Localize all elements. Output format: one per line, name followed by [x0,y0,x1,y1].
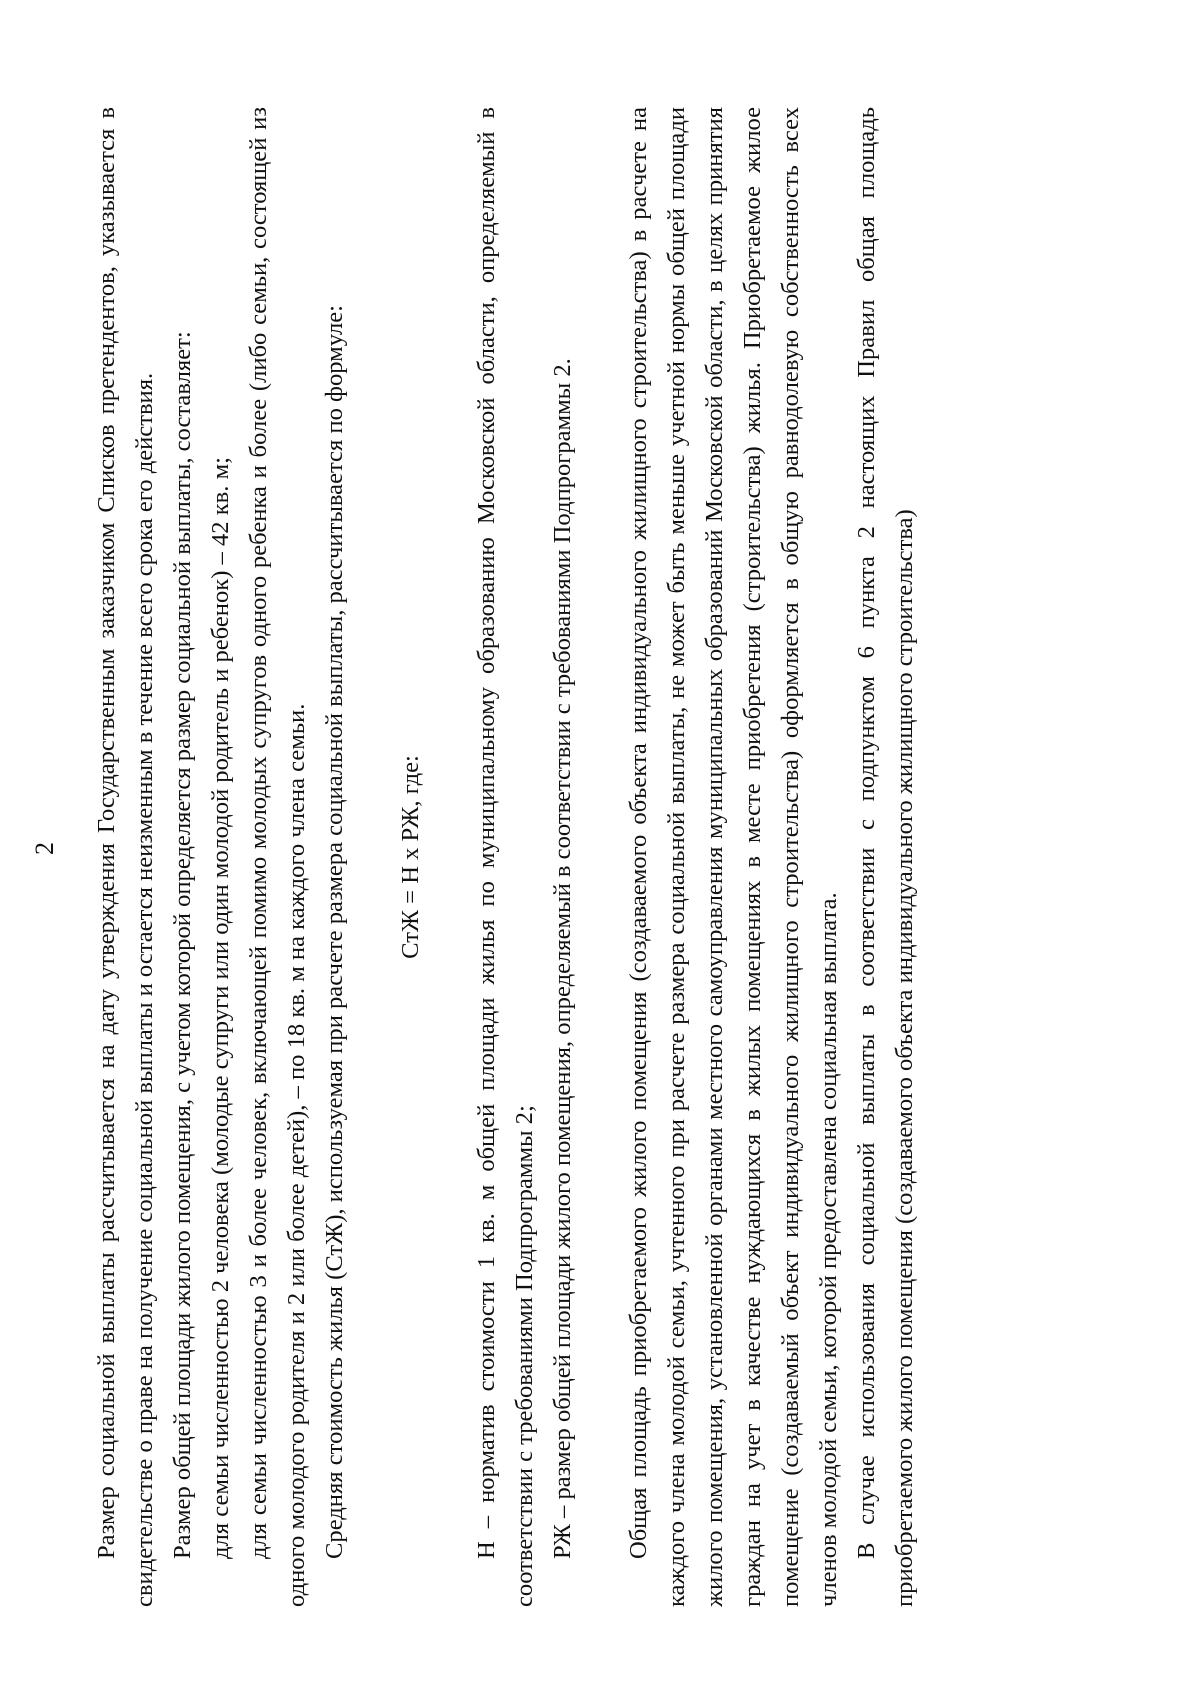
definition-n: Н – норматив стоимости 1 кв. м общей площади жилья по муниципальному образованию Московской области, определяемый в соответствии с требованиями Подпрограммы 2; [473,107,538,1607]
paragraph-total-area: Общая площадь приобретаемого жилого помещения (создаваемого объекта индивидуального жилищного строительства) в расчете на каждого члена молодой семьи, учтенного при расчете размера социальной выплаты, не может быть меньше учетной нормы общей площади жилого помещения, установленной органами местного самоуправления муниципальных образований Московской области, в целях принятия граждан на учет в качестве нуждающихся в жилых помещениях в месте приобретения (строительства) жилья. Приобретаемое жилое помещение (создаваемый объект индивидуального жилищного строительства) оформляется в общую равнодолевую собственность всех членов молодой семьи, которой предоставлена социальная выплата. [625,107,842,1607]
paragraph-area-size: Размер общей площади жилого помещения, с учетом которой определяется размер социальной выплаты, составляет: [169,331,196,1559]
list-item-family-2: для семьи численностью 2 человека (молодые супруги или один молодой родитель и ребенок) – 42 кв. м; [207,457,234,1559]
formula: СтЖ = Н х РЖ, где: [397,755,424,959]
paragraph-social-payment-date: Размер социальной выплаты рассчитывается на дату утверждения Государственным заказчиком Списков претендентов, указывается в свидетельстве о праве на получение социальной выплаты и остается неизменным в течение всего срока его действия. [93,107,158,1607]
page-number: 2 [30,842,59,855]
document-body [88,107,924,1607]
list-item-family-3plus: для семьи численностью 3 и более человек, включающей помимо молодых супругов одного ребенка и более (либо семьи, состоящей из одного молодого родителя и 2 или более детей), – по 18 кв. м на каждого члена семьи. [245,107,310,1607]
paragraph-subparagraph-6: В случае использования социальной выплаты в соответствии с подпунктом 6 пункта 2 настоящих Правил общая площадь приобретаемого жилого помещения (создаваемого объекта индивидуального жилищного строительства) [853,107,918,1607]
definition-rzh: РЖ – размер общей площади жилого помещения, определяемый в соответствии с требованиями Подпрограммы 2. [549,358,576,1559]
paragraph-average-cost: Средняя стоимость жилья (СтЖ), используемая при расчете размера социальной выплаты, рассчитывается по формуле: [321,305,348,1559]
